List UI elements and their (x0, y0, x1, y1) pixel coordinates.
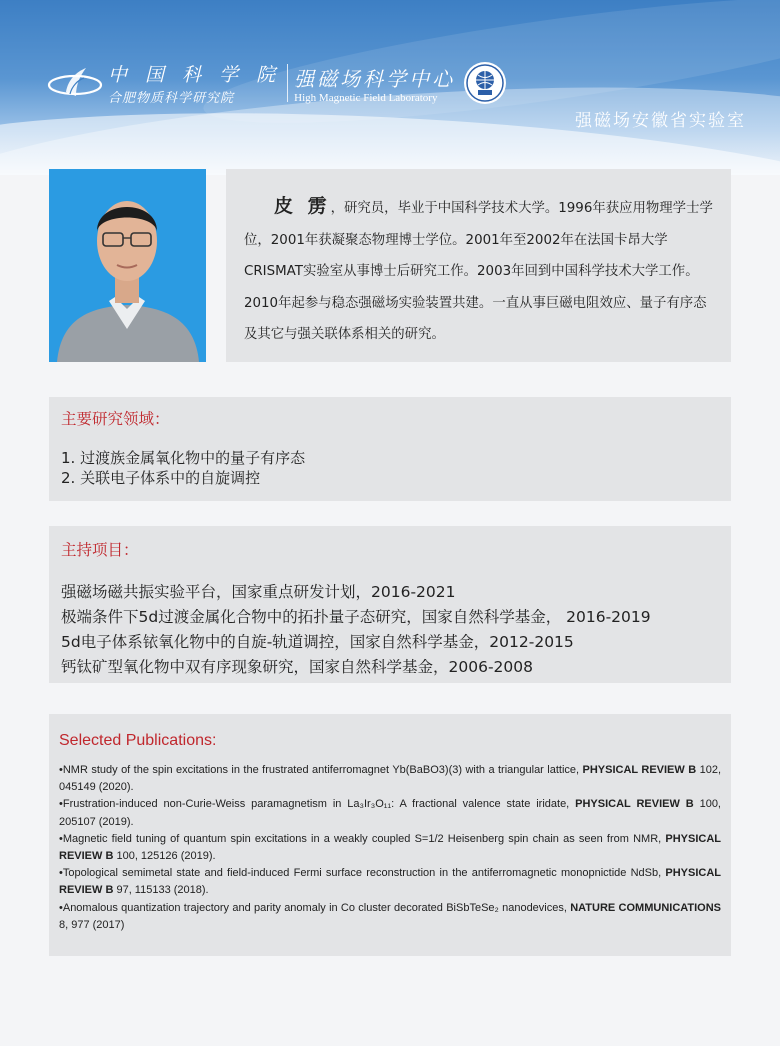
publication-text: •Magnetic field tuning of quantum spin excitations in a weakly coupled S=1/2 Heisenberg spin chain as seen from NMR, (59, 832, 666, 845)
list-item: 1. 过渡族金属氧化物中的量子有序态 (61, 449, 306, 467)
research-areas-list (61, 448, 719, 488)
research-areas-title: 主要研究领域： (61, 410, 170, 428)
science-island-logo (46, 62, 104, 104)
header-banner (0, 0, 780, 175)
list-item: 2. 关联电子体系中的自旋调控 (61, 469, 261, 487)
hmf-name-en: High Magnetic Field Laboratory (294, 91, 438, 104)
institution-logos (46, 58, 507, 108)
publication-citation: 102, 045149 (2020). (59, 764, 722, 794)
hmf-name-block (294, 63, 455, 104)
list-item: 极端条件下5d过渡金属化合物中的拓扑量子态研究，国家自然科学基金， 2016-2019 (61, 608, 651, 626)
publication-citation: 100, 125126 (2019). (113, 850, 216, 863)
publications-list (59, 762, 721, 934)
hmf-name-cn: 强磁场科学中心 (294, 66, 456, 91)
chmfl-seal-logo (463, 61, 507, 105)
projects-panel (49, 526, 731, 683)
publication-text: •NMR study of the spin excitations in the frustrated antiferromagnet Yb(BaBO3)(3) with a triangular lattice, (59, 764, 583, 776)
publication-text: •Topological semimetal state and field-induced Fermi surface reconstruction in the antiferromagnetic monopnictide NdSb, (59, 867, 666, 880)
list-item: 强磁场磁共振实验平台，国家重点研发计划，2016-2021 (61, 583, 456, 601)
publication-item (59, 762, 721, 796)
person-name: 皮 雳 (274, 195, 331, 217)
list-item: 5d电子体系铱氧化物中的自旋-轨道调控，国家自然科学基金，2012-2015 (61, 633, 574, 651)
publication-citation: 97, 115133 (2018). (113, 884, 209, 897)
lab-title: 强磁场安徽省实验室 (575, 111, 746, 131)
projects-title: 主持项目： (61, 541, 139, 559)
publication-item (59, 796, 721, 830)
publication-item (59, 831, 721, 865)
bio-text: ，研究员，毕业于中国科学技术大学。1996年获应用物理学士学位，2001年获凝聚态物理博士学位。2001年至2002年在法国卡昂大学CRISMAT实验室从事博士后研究工作。2003年回到中国科学技术大学工作。2010年起参与稳态强磁场实验装置共建。一直从事巨磁电阻效应、量子有序态及其它与强关联体系相关的研究。 (244, 201, 713, 342)
hefei-institute-name: 合肥物质科学研究院 (108, 91, 235, 106)
publication-citation: 100, 205107 (2019). (59, 798, 721, 828)
journal-name: NATURE COMMUNICATIONS (570, 901, 722, 914)
journal-name: PHYSICAL REVIEW B (59, 867, 721, 897)
cas-name: 中 国 科 学 院 (108, 64, 282, 86)
portrait-photo (49, 169, 206, 362)
publications-panel (49, 714, 731, 956)
publications-title: Selected Publications: (59, 732, 217, 749)
publication-item (59, 900, 721, 934)
publication-citation: 8, 977 (2017) (59, 918, 125, 931)
journal-name: PHYSICAL REVIEW B (582, 764, 697, 776)
journal-name: PHYSICAL REVIEW B (59, 832, 721, 863)
divider (287, 64, 288, 102)
bio-panel (226, 169, 731, 362)
cas-name-block (108, 60, 281, 106)
publication-text: •Frustration-induced non-Curie-Weiss paramagnetism in La₃Ir₃O₁₁: A fractional valence state iridate, (59, 798, 576, 811)
publication-text: •Anomalous quantization trajectory and parity anomaly in Co cluster decorated BiSbTeSe₂ nanodevices, (59, 901, 571, 914)
projects-list (61, 580, 719, 680)
journal-name: PHYSICAL REVIEW B (575, 798, 694, 811)
research-areas-panel (49, 397, 731, 501)
list-item: 钙钛矿型氧化物中双有序现象研究，国家自然科学基金，2006-2008 (61, 658, 533, 676)
portrait-illustration (49, 169, 206, 362)
publication-item (59, 865, 721, 899)
